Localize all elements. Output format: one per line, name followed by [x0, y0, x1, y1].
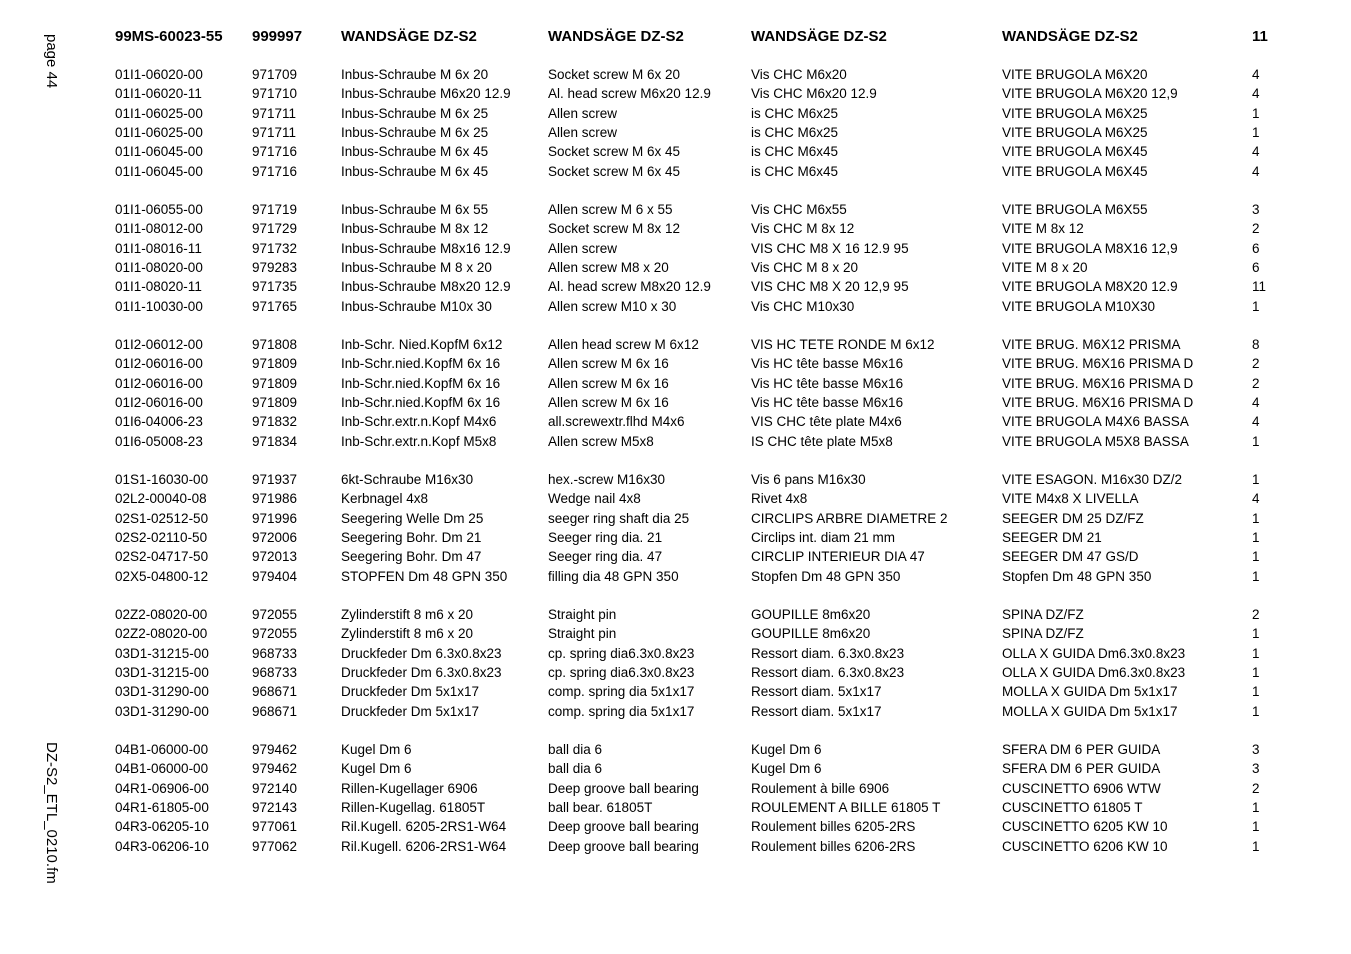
table-row — [0, 393, 1351, 412]
english-desc-cell: Socket screw M 8x 12 — [548, 221, 681, 237]
part-number-cell: 04R3-06205-10 — [115, 819, 209, 835]
italian-desc-cell: CUSCINETTO 6206 KW 10 — [1002, 838, 1168, 854]
french-desc-cell: is CHC M6x25 — [751, 124, 839, 140]
quantity-cell: 1 — [1252, 433, 1260, 449]
header-code: 999997 — [252, 28, 303, 45]
quantity-cell: 1 — [1252, 626, 1260, 642]
quantity-cell: 1 — [1252, 568, 1260, 584]
part-number-cell: 02S1-02512-50 — [115, 510, 209, 526]
german-desc-cell: Seegering Bohr. Dm 21 — [341, 529, 482, 545]
french-desc-cell: Kugel Dm 6 — [751, 761, 822, 777]
italian-desc-cell: SFERA DM 6 PER GUIDA — [1002, 761, 1161, 777]
code-cell: 972143 — [252, 799, 298, 815]
code-cell: 979462 — [252, 761, 298, 777]
quantity-cell: 4 — [1252, 144, 1260, 160]
table-row — [0, 335, 1351, 354]
french-desc-cell: Circlips int. diam 21 mm — [751, 529, 896, 545]
quantity-cell: 1 — [1252, 529, 1260, 545]
page-number-label: page 44 — [43, 34, 60, 89]
german-desc-cell: Rillen-Kugellager 6906 — [341, 780, 478, 796]
french-desc-cell: Roulement à bille 6906 — [751, 780, 890, 796]
quantity-cell: 3 — [1252, 742, 1260, 757]
italian-desc-cell: SPINA DZ/FZ — [1002, 626, 1084, 642]
german-desc-cell: Inbus-Schraube M 8x 12 — [341, 221, 489, 237]
french-desc-cell: GOUPILLE 8m6x20 — [751, 626, 871, 642]
english-desc-cell: hex.-screw M16x30 — [548, 472, 666, 487]
table-row — [0, 624, 1351, 643]
french-desc-cell: VIS CHC tête plate M4x6 — [751, 414, 902, 430]
table-row — [0, 354, 1351, 373]
english-desc-cell: Socket screw M 6x 45 — [548, 144, 681, 160]
quantity-cell: 2 — [1252, 607, 1260, 622]
german-desc-cell: Kugel Dm 6 — [341, 742, 412, 757]
code-cell: 979462 — [252, 742, 298, 757]
table-row — [0, 297, 1351, 316]
table-row — [0, 547, 1351, 566]
code-cell: 971735 — [252, 279, 298, 295]
part-number-cell: 01I2-06012-00 — [115, 337, 203, 352]
german-desc-cell: Inbus-Schraube M 8 x 20 — [341, 259, 492, 275]
french-desc-cell: Vis HC tête basse M6x16 — [751, 375, 904, 391]
table-row — [0, 567, 1351, 586]
table-row — [0, 123, 1351, 142]
quantity-cell: 1 — [1252, 298, 1260, 314]
code-cell: 979283 — [252, 259, 298, 275]
german-desc-cell: Inbus-Schraube M10x 30 — [341, 298, 492, 314]
italian-desc-cell: SEEGER DM 47 GS/D — [1002, 549, 1139, 565]
italian-desc-cell: VITE BRUGOLA M6X55 — [1002, 202, 1148, 217]
code-cell: 971716 — [252, 144, 298, 160]
table-row — [0, 258, 1351, 277]
code-cell: 977061 — [252, 819, 298, 835]
quantity-cell: 1 — [1252, 105, 1260, 121]
quantity-cell: 1 — [1252, 799, 1260, 815]
italian-desc-cell: VITE M 8x 12 — [1002, 221, 1084, 237]
quantity-cell: 3 — [1252, 761, 1260, 777]
part-number-cell: 01I1-06025-00 — [115, 124, 203, 140]
table-row — [0, 65, 1351, 84]
french-desc-cell: is CHC M6x45 — [751, 163, 839, 179]
german-desc-cell: Kugel Dm 6 — [341, 761, 412, 777]
header-french: WANDSÄGE DZ-S2 — [751, 28, 887, 45]
part-number-cell: 01I1-08012-00 — [115, 221, 203, 237]
code-cell: 971765 — [252, 298, 298, 314]
english-desc-cell: Allen screw M 6x 16 — [548, 356, 669, 372]
italian-desc-cell: VITE BRUGOLA M6X45 — [1002, 144, 1148, 160]
french-desc-cell: Roulement billes 6206-2RS — [751, 838, 916, 854]
french-desc-cell: is CHC M6x25 — [751, 105, 839, 121]
english-desc-cell: Allen screw M5x8 — [548, 433, 654, 449]
part-number-cell: 01I1-06020-00 — [115, 67, 203, 82]
part-number-cell: 02X5-04800-12 — [115, 568, 209, 584]
table-row — [0, 682, 1351, 701]
part-number-cell: 01I1-06055-00 — [115, 202, 203, 217]
german-desc-cell: Inb-Schr. Nied.KopfM 6x12 — [341, 337, 503, 352]
english-desc-cell: Deep groove ball bearing — [548, 780, 699, 796]
code-cell: 971710 — [252, 86, 298, 102]
code-cell: 971937 — [252, 472, 298, 487]
french-desc-cell: VIS HC TETE RONDE M 6x12 — [751, 337, 935, 352]
french-desc-cell: Ressort diam. 6.3x0.8x23 — [751, 645, 905, 661]
german-desc-cell: Inbus-Schraube M8x20 12.9 — [341, 279, 511, 295]
german-desc-cell: Inbus-Schraube M 6x 45 — [341, 163, 489, 179]
german-desc-cell: 6kt-Schraube M16x30 — [341, 472, 474, 487]
german-desc-cell: Ril.Kugell. 6205-2RS1-W64 — [341, 819, 507, 835]
english-desc-cell: Wedge nail 4x8 — [548, 491, 641, 507]
english-desc-cell: filling dia 48 GPN 350 — [548, 568, 679, 584]
table-row — [0, 432, 1351, 451]
code-cell: 971729 — [252, 221, 298, 237]
table-row — [0, 702, 1351, 721]
italian-desc-cell: OLLA X GUIDA Dm6.3x0.8x23 — [1002, 664, 1186, 680]
code-cell: 971732 — [252, 240, 298, 256]
italian-desc-cell: VITE BRUGOLA M5X8 BASSA — [1002, 433, 1189, 449]
french-desc-cell: GOUPILLE 8m6x20 — [751, 607, 871, 622]
french-desc-cell: Ressort diam. 6.3x0.8x23 — [751, 664, 905, 680]
french-desc-cell: Kugel Dm 6 — [751, 742, 822, 757]
german-desc-cell: Kerbnagel 4x8 — [341, 491, 429, 507]
italian-desc-cell: OLLA X GUIDA Dm6.3x0.8x23 — [1002, 645, 1186, 661]
table-row — [0, 142, 1351, 161]
german-desc-cell: Druckfeder Dm 5x1x17 — [341, 703, 480, 719]
english-desc-cell: Allen screw M10 x 30 — [548, 298, 677, 314]
code-cell: 971808 — [252, 337, 298, 352]
code-cell: 971711 — [252, 124, 297, 140]
french-desc-cell: CIRCLIP INTERIEUR DIA 47 — [751, 549, 925, 565]
italian-desc-cell: VITE BRUGOLA M6X25 — [1002, 105, 1148, 121]
english-desc-cell: Seeger ring dia. 21 — [548, 529, 663, 545]
italian-desc-cell: VITE M4x8 X LIVELLA — [1002, 491, 1139, 507]
english-desc-cell: all.screwextr.flhd M4x6 — [548, 414, 685, 430]
english-desc-cell: ball dia 6 — [548, 742, 603, 757]
quantity-cell: 4 — [1252, 394, 1260, 410]
quantity-cell: 1 — [1252, 664, 1260, 680]
french-desc-cell: Rivet 4x8 — [751, 491, 808, 507]
part-number-cell: 04R3-06206-10 — [115, 838, 209, 854]
french-desc-cell: Vis CHC M6x20 — [751, 67, 847, 82]
table-row — [0, 489, 1351, 508]
table-row — [0, 817, 1351, 836]
french-desc-cell: Vis 6 pans M16x30 — [751, 472, 866, 487]
part-number-cell: 01I2-06016-00 — [115, 394, 203, 410]
italian-desc-cell: VITE BRUG. M6X12 PRISMA — [1002, 337, 1181, 352]
french-desc-cell: IS CHC tête plate M5x8 — [751, 433, 893, 449]
part-number-cell: 01I1-06020-11 — [115, 86, 202, 102]
french-desc-cell: ROULEMENT A BILLE 61805 T — [751, 799, 941, 815]
english-desc-cell: seeger ring shaft dia 25 — [548, 510, 690, 526]
english-desc-cell: Allen screw — [548, 240, 618, 256]
code-cell: 971996 — [252, 510, 298, 526]
part-number-cell: 01I1-06045-00 — [115, 144, 203, 160]
english-desc-cell: ball bear. 61805T — [548, 799, 653, 815]
quantity-cell: 11 — [1252, 279, 1267, 295]
part-number-cell: 01I1-10030-00 — [115, 298, 203, 314]
french-desc-cell: Vis CHC M 8x 12 — [751, 221, 855, 237]
italian-desc-cell: VITE BRUG. M6X16 PRISMA D — [1002, 394, 1194, 410]
table-row — [0, 644, 1351, 663]
part-number-cell: 02Z2-08020-00 — [115, 626, 208, 642]
italian-desc-cell: VITE BRUG. M6X16 PRISMA D — [1002, 356, 1194, 372]
code-cell: 971834 — [252, 433, 298, 449]
german-desc-cell: Seegering Bohr. Dm 47 — [341, 549, 482, 565]
quantity-cell: 3 — [1252, 202, 1260, 217]
french-desc-cell: Vis CHC M6x20 12.9 — [751, 86, 877, 102]
table-row — [0, 740, 1351, 759]
german-desc-cell: Druckfeder Dm 6.3x0.8x23 — [341, 645, 502, 661]
code-cell: 972006 — [252, 529, 298, 545]
quantity-cell: 1 — [1252, 684, 1260, 700]
english-desc-cell: Allen screw M 6x 16 — [548, 375, 669, 391]
english-desc-cell: cp. spring dia6.3x0.8x23 — [548, 645, 695, 661]
english-desc-cell: comp. spring dia 5x1x17 — [548, 684, 695, 700]
italian-desc-cell: VITE BRUGOLA M8X20 12.9 — [1002, 279, 1178, 295]
italian-desc-cell: CUSCINETTO 6906 WTW — [1002, 780, 1161, 796]
table-row — [0, 470, 1351, 489]
code-cell: 971809 — [252, 375, 298, 391]
german-desc-cell: Inb-Schr.nied.KopfM 6x 16 — [341, 356, 501, 372]
english-desc-cell: Straight pin — [548, 626, 617, 642]
code-cell: 971832 — [252, 414, 298, 430]
italian-desc-cell: VITE BRUGOLA M10X30 — [1002, 298, 1156, 314]
quantity-cell: 1 — [1252, 645, 1260, 661]
table-row — [0, 104, 1351, 123]
part-number-cell: 01I1-06025-00 — [115, 105, 203, 121]
italian-desc-cell: VITE BRUGOLA M6X20 — [1002, 67, 1148, 82]
quantity-cell: 1 — [1252, 510, 1260, 526]
italian-desc-cell: VITE BRUGOLA M8X16 12,9 — [1002, 240, 1178, 256]
part-number-cell: 04R1-61805-00 — [115, 799, 209, 815]
italian-desc-cell: VITE BRUGOLA M6X25 — [1002, 124, 1148, 140]
italian-desc-cell: VITE M 8 x 20 — [1002, 259, 1088, 275]
table-row — [0, 779, 1351, 798]
part-number-cell: 03D1-31215-00 — [115, 664, 209, 680]
quantity-cell: 1 — [1252, 472, 1260, 487]
german-desc-cell: Inb-Schr.extr.n.Kopf M5x8 — [341, 433, 497, 449]
code-cell: 968671 — [252, 684, 298, 700]
part-number-cell: 01I1-08016-11 — [115, 240, 202, 256]
code-cell: 979404 — [252, 568, 298, 584]
german-desc-cell: Druckfeder Dm 6.3x0.8x23 — [341, 664, 502, 680]
quantity-cell: 2 — [1252, 375, 1260, 391]
part-number-cell: 03D1-31290-00 — [115, 703, 209, 719]
italian-desc-cell: MOLLA X GUIDA Dm 5x1x17 — [1002, 684, 1178, 700]
german-desc-cell: Seegering Welle Dm 25 — [341, 510, 484, 526]
table-row — [0, 277, 1351, 296]
italian-desc-cell: SPINA DZ/FZ — [1002, 607, 1084, 622]
header-part-number: 99MS-60023-55 — [115, 28, 223, 45]
french-desc-cell: VIS CHC M8 X 16 12.9 95 — [751, 240, 909, 256]
code-cell: 968671 — [252, 703, 298, 719]
table-row — [0, 239, 1351, 258]
italian-desc-cell: VITE BRUGOLA M6X45 — [1002, 163, 1148, 179]
french-desc-cell: Vis CHC M 8 x 20 — [751, 259, 859, 275]
table-row — [0, 84, 1351, 103]
table-row — [0, 219, 1351, 238]
french-desc-cell: is CHC M6x45 — [751, 144, 839, 160]
italian-desc-cell: VITE BRUG. M6X16 PRISMA D — [1002, 375, 1194, 391]
german-desc-cell: Inbus-Schraube M 6x 55 — [341, 202, 489, 217]
french-desc-cell: Vis HC tête basse M6x16 — [751, 356, 904, 372]
french-desc-cell: VIS CHC M8 X 20 12,9 95 — [751, 279, 909, 295]
german-desc-cell: Zylinderstift 8 m6 x 20 — [341, 607, 474, 622]
german-desc-cell: Inbus-Schraube M 6x 25 — [341, 105, 489, 121]
part-number-cell: 01S1-16030-00 — [115, 472, 209, 487]
code-cell: 971719 — [252, 202, 298, 217]
italian-desc-cell: VITE ESAGON. M16x30 DZ/2 — [1002, 472, 1183, 487]
german-desc-cell: Inbus-Schraube M 6x 20 — [341, 67, 489, 82]
part-number-cell: 02L2-00040-08 — [115, 491, 207, 507]
part-number-cell: 01I1-08020-11 — [115, 279, 202, 295]
italian-desc-cell: SEEGER DM 21 — [1002, 529, 1102, 545]
french-desc-cell: CIRCLIPS ARBRE DIAMETRE 2 — [751, 510, 948, 526]
code-cell: 972013 — [252, 549, 298, 565]
french-desc-cell: Stopfen Dm 48 GPN 350 — [751, 568, 901, 584]
quantity-cell: 6 — [1252, 259, 1260, 275]
french-desc-cell: Ressort diam. 5x1x17 — [751, 703, 882, 719]
table-row — [0, 200, 1351, 219]
part-number-cell: 02S2-04717-50 — [115, 549, 209, 565]
english-desc-cell: Allen screw M 6 x 55 — [548, 202, 673, 217]
code-cell: 971986 — [252, 491, 298, 507]
german-desc-cell: Inbus-Schraube M 6x 25 — [341, 124, 489, 140]
part-number-cell: 02S2-02110-50 — [115, 529, 208, 545]
code-cell: 972055 — [252, 607, 298, 622]
french-desc-cell: Ressort diam. 5x1x17 — [751, 684, 882, 700]
part-number-cell: 01I6-05008-23 — [115, 433, 203, 449]
german-desc-cell: Inb-Schr.nied.KopfM 6x 16 — [341, 394, 501, 410]
header-english: WANDSÄGE DZ-S2 — [548, 28, 684, 45]
italian-desc-cell: SFERA DM 6 PER GUIDA — [1002, 742, 1161, 757]
italian-desc-cell: SEEGER DM 25 DZ/FZ — [1002, 510, 1144, 526]
code-cell: 968733 — [252, 664, 298, 680]
english-desc-cell: Deep groove ball bearing — [548, 838, 699, 854]
quantity-cell: 1 — [1252, 838, 1260, 854]
italian-desc-cell: VITE BRUGOLA M6X20 12,9 — [1002, 86, 1178, 102]
german-desc-cell: Inb-Schr.nied.KopfM 6x 16 — [341, 375, 501, 391]
english-desc-cell: Straight pin — [548, 607, 617, 622]
german-desc-cell: Inbus-Schraube M8x16 12.9 — [341, 240, 511, 256]
quantity-cell: 2 — [1252, 780, 1260, 796]
german-desc-cell: Zylinderstift 8 m6 x 20 — [341, 626, 474, 642]
part-number-cell: 01I2-06016-00 — [115, 375, 203, 391]
code-cell: 971709 — [252, 67, 298, 82]
part-number-cell: 04B1-06000-00 — [115, 742, 209, 757]
quantity-cell: 1 — [1252, 819, 1260, 835]
code-cell: 971809 — [252, 356, 298, 372]
german-desc-cell: Inbus-Schraube M 6x 45 — [341, 144, 489, 160]
english-desc-cell: comp. spring dia 5x1x17 — [548, 703, 695, 719]
table-row — [0, 759, 1351, 778]
quantity-cell: 8 — [1252, 337, 1260, 352]
german-desc-cell: Inb-Schr.extr.n.Kopf M4x6 — [341, 414, 497, 430]
quantity-cell: 1 — [1252, 703, 1260, 719]
italian-desc-cell: CUSCINETTO 6205 KW 10 — [1002, 819, 1168, 835]
english-desc-cell: Seeger ring dia. 47 — [548, 549, 663, 565]
quantity-cell: 1 — [1252, 124, 1260, 140]
english-desc-cell: ball dia 6 — [548, 761, 603, 777]
quantity-cell: 4 — [1252, 86, 1260, 102]
code-cell: 977062 — [252, 838, 298, 854]
part-number-cell: 04B1-06000-00 — [115, 761, 209, 777]
table-row — [0, 374, 1351, 393]
table-row — [0, 798, 1351, 817]
english-desc-cell: Allen screw M8 x 20 — [548, 259, 669, 275]
part-number-cell: 01I6-04006-23 — [115, 414, 203, 430]
english-desc-cell: cp. spring dia6.3x0.8x23 — [548, 664, 695, 680]
code-cell: 971716 — [252, 163, 298, 179]
header-italian: WANDSÄGE DZ-S2 — [1002, 28, 1138, 45]
english-desc-cell: Al. head screw M6x20 12.9 — [548, 86, 711, 102]
italian-desc-cell: Stopfen Dm 48 GPN 350 — [1002, 568, 1152, 584]
part-number-cell: 01I2-06016-00 — [115, 356, 203, 372]
french-desc-cell: Vis CHC M10x30 — [751, 298, 855, 314]
french-desc-cell: Vis HC tête basse M6x16 — [751, 394, 904, 410]
code-cell: 972055 — [252, 626, 298, 642]
part-number-cell: 02Z2-08020-00 — [115, 607, 208, 622]
english-desc-cell: Deep groove ball bearing — [548, 819, 699, 835]
code-cell: 972140 — [252, 780, 298, 796]
quantity-cell: 2 — [1252, 221, 1260, 237]
table-row — [0, 605, 1351, 624]
part-number-cell: 01I1-08020-00 — [115, 259, 203, 275]
code-cell: 971711 — [252, 105, 297, 121]
english-desc-cell: Allen screw M 6x 16 — [548, 394, 669, 410]
code-cell: 971809 — [252, 394, 298, 410]
quantity-cell: 4 — [1252, 67, 1260, 82]
file-name-label: DZ-S2_ETL_0210.fm — [43, 742, 60, 884]
french-desc-cell: Roulement billes 6205-2RS — [751, 819, 916, 835]
quantity-cell: 4 — [1252, 163, 1260, 179]
italian-desc-cell: CUSCINETTO 61805 T — [1002, 799, 1143, 815]
header-german: WANDSÄGE DZ-S2 — [341, 28, 477, 45]
german-desc-cell: STOPFEN Dm 48 GPN 350 — [341, 568, 508, 584]
english-desc-cell: Allen head screw M 6x12 — [548, 337, 699, 352]
part-number-cell: 01I1-06045-00 — [115, 163, 203, 179]
code-cell: 968733 — [252, 645, 298, 661]
italian-desc-cell: MOLLA X GUIDA Dm 5x1x17 — [1002, 703, 1178, 719]
quantity-cell: 4 — [1252, 491, 1260, 507]
english-desc-cell: Al. head screw M8x20 12.9 — [548, 279, 711, 295]
english-desc-cell: Allen screw — [548, 124, 618, 140]
table-row — [0, 509, 1351, 528]
quantity-cell: 4 — [1252, 414, 1260, 430]
french-desc-cell: Vis CHC M6x55 — [751, 202, 847, 217]
german-desc-cell: Ril.Kugell. 6206-2RS1-W64 — [341, 838, 507, 854]
italian-desc-cell: VITE BRUGOLA M4X6 BASSA — [1002, 414, 1189, 430]
table-row — [0, 412, 1351, 431]
part-number-cell: 03D1-31215-00 — [115, 645, 209, 661]
quantity-cell: 6 — [1252, 240, 1260, 256]
english-desc-cell: Socket screw M 6x 20 — [548, 67, 681, 82]
part-number-cell: 03D1-31290-00 — [115, 684, 209, 700]
part-number-cell: 04R1-06906-00 — [115, 780, 209, 796]
table-row — [0, 162, 1351, 181]
german-desc-cell: Inbus-Schraube M6x20 12.9 — [341, 86, 511, 102]
header-quantity: 11 — [1252, 28, 1268, 45]
quantity-cell: 2 — [1252, 356, 1260, 372]
table-row — [0, 837, 1351, 856]
german-desc-cell: Rillen-Kugellag. 61805T — [341, 799, 486, 815]
english-desc-cell: Socket screw M 6x 45 — [548, 163, 681, 179]
quantity-cell: 1 — [1252, 549, 1260, 565]
table-row — [0, 663, 1351, 682]
german-desc-cell: Druckfeder Dm 5x1x17 — [341, 684, 480, 700]
english-desc-cell: Allen screw — [548, 105, 618, 121]
table-row — [0, 528, 1351, 547]
